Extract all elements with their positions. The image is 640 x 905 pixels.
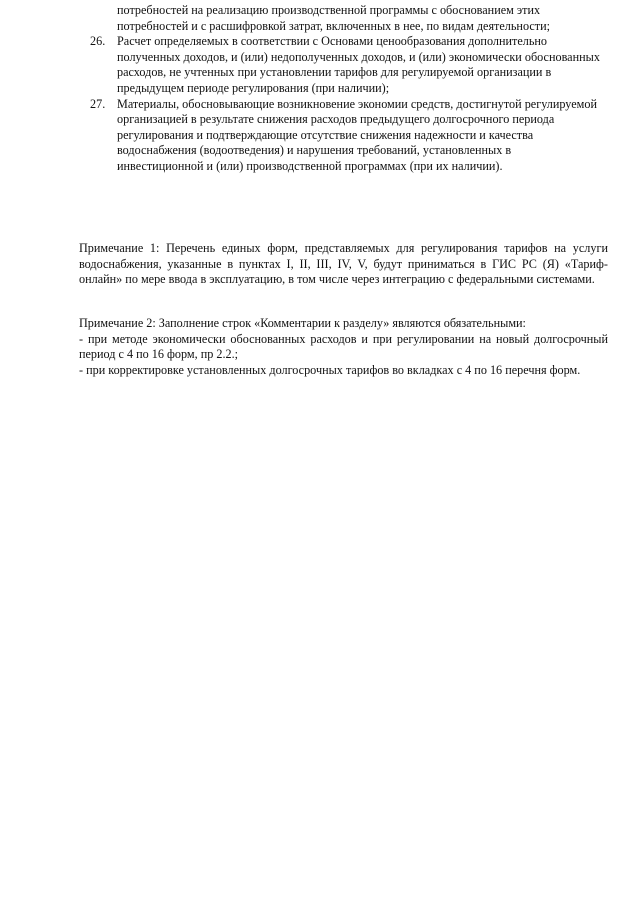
list-item-continued xyxy=(80,3,600,34)
list-item-text: потребностей на реализацию производственной программы с обоснованием этих потребностей и с расшифровкой затрат, включенных в нее, по видам деятельности; xyxy=(117,3,550,33)
note-2-line-1: - при методе экономически обоснованных расходов и при регулировании на новый долгосрочный период с 4 по 16 форм, пр 2.2.; xyxy=(79,331,608,362)
note-2-heading: Примечание 2: Заполнение строк «Комментарии к разделу» являются обязательными: xyxy=(79,316,526,330)
list-item-26 xyxy=(80,34,600,96)
list-item-number: 26. xyxy=(90,34,106,49)
list-item-text: Материалы, обосновывающие возникновение экономии средств, достигнутой регулируемой организацией в результате снижения расходов предыдущего долгосрочного периода регулирования и подтверждающие отсутствие снижения надежности и качества водоснабжения (водоотведения) и нарушения требований, установленных в инвестиционной и (или) производственной программах (при их наличии). xyxy=(117,96,597,173)
list-item-text: Расчет определяемых в соответствии с Основами ценообразования дополнительно полученных доходов, и (или) недополученных доходов, и (или) экономически обоснованных расходов, не учтенных при установлении тарифов для регулируемой организации в предыдущем периоде регулирования (при наличии); xyxy=(117,34,600,95)
note-2 xyxy=(79,316,608,378)
note-2-line-2: - при корректировке установленных долгосрочных тарифов во вкладках с 4 по 16 перечня форм. xyxy=(79,362,581,377)
list-item-number: 27. xyxy=(90,96,106,111)
requirements-list xyxy=(80,3,600,175)
note-1-text: Примечание 1: Перечень единых форм, представляемых для регулирования тарифов на услуги водоснабжения, указанные в пунктах I, II, III, IV, V, будут приниматься в ГИС РС (Я) «Тариф-онлайн» по мере ввода в эксплуатацию, в том числе через интеграцию с федеральными системами. xyxy=(79,241,608,287)
note-1 xyxy=(79,241,608,288)
list-item-27 xyxy=(80,97,600,175)
